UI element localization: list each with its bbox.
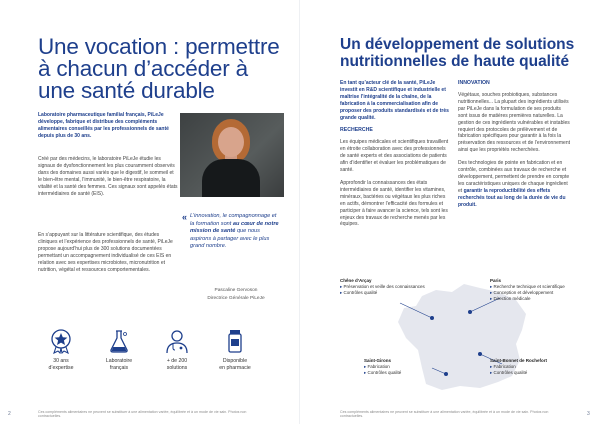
signature-name: Pascaline Gervoson — [214, 288, 258, 293]
innovation-paragraph-1: Végétaux, souches probiotiques, substances nutritionnelles... La plupart des ingrédients utilisés par PiLeJe dans la formulation de ses produits sont issus de matières premières naturelles. La gestion de ces ingrédients vulnérables et instables requiert des protocoles de prélèvement et de fabrication spécifiques pour garantir à la fois la préservation des ressources et de l’environnement ainsi que les propriétés recherchées. — [458, 92, 571, 154]
column-research — [340, 80, 452, 228]
director-portrait-photo — [180, 113, 284, 197]
stat-solutions: + de 200 solutions — [154, 328, 200, 371]
site-saint-girons: Saint-Girons ▸ Fabrication ▸ Contrôles qualité — [364, 358, 402, 375]
body-paragraph-2: En s’appuyant sur la littérature scientifique, des études cliniques et l’expérience des professionnels de santé, PiLeJe propose aujourd’hui plus de 300 solutions documentées permettant un accompagnement individualisé de ces EIS en relation avec ses expertises microbiotes, micronutrition et nutrition, végétal et ressources comportementales. — [38, 232, 173, 273]
column-innovation — [458, 80, 570, 209]
medal-star-icon — [48, 328, 74, 354]
page-title: Une vocation : permettre à chacun d’accéder à une santé durable — [38, 34, 280, 103]
stat-expertise: 30 ans d’expertise — [38, 328, 84, 371]
pill-bottle-icon — [222, 328, 248, 354]
footnote: Ces compléments alimentaires ne peuvent se substituer à une alimentation variée, équilibrée et à un mode de vie sain. Photos non contractuelles. — [38, 410, 247, 419]
research-intro: En tant qu’acteur clé de la santé, PiLeJe investit en R&D scientifique et industrielle et maîtrise l’intégralité de la chaîne, de la fabrication à la commercialisation afin de proposer des produits standardisés et de très grande qualité. — [340, 80, 449, 121]
page-number: 2 — [8, 411, 11, 417]
site-saint-bonnet: Saint-Bonnet de Rochefort ▸ Fabrication ▸ Contrôles qualité — [490, 358, 547, 375]
france-sites-map — [340, 278, 576, 398]
site-paris: Paris ▸ Recherche technique et scientifique ▸ Conception et développement ▸ Direction médicale — [490, 278, 565, 301]
research-paragraph-2: Approfondir la connaissances des états intermédiaires de santé, identifier les vitamines, minéraux, bactéries ou végétaux les plus riches en actifs, démontrer l’efficacité des formules et participer à faire avancer la science, tels sont les enjeux des travaux de recherche menés par les équipes. — [340, 179, 448, 228]
right-page — [300, 0, 600, 424]
footnote: Ces compléments alimentaires ne peuvent se substituer à une alimentation variée, équilibrée et à un mode de vie sain. Photos non contractuelles. — [340, 410, 549, 419]
body-paragraph-1: Créé par des médecins, le laboratoire PiLeJe étudie les signaux de dysfonctionnement les plus couramment observés dans des domaines aussi variés que le digestif, le sommeil et le bien-être mental, l’immunité, le bien-être respiratoire, la vitalité et la santé des femmes. Ces signaux sont appelés états intermédiaires de santé (EIS). — [38, 156, 178, 197]
section-title: Un développement de solutions nutritionnelles de haute qualité — [340, 36, 575, 70]
stat-laboratory: Laboratoire français — [96, 328, 142, 371]
key-figures — [38, 328, 268, 388]
director-quote: L’innovation, le compagnonnage et la formation sont au cœur de notre mission de santé que nous aspirons à partager avec le plus grand nombre. — [190, 213, 279, 250]
stat-pharmacy: Disponible en pharmacie — [212, 328, 258, 371]
quote-mark-icon: « — [182, 212, 188, 222]
research-paragraph-1: Les équipes médicales et scientifiques travaillent en étroite collaboration avec des professionnels de santé experts et des associations de patients afin d’identifier et évaluer les problématiques de santé. — [340, 139, 449, 174]
doctor-icon — [164, 328, 190, 354]
innovation-paragraph-2: Des technologies de pointe en fabrication et en contrôle, combinées aux travaux de recherche et développement, permettent de prendre en compte les caractéristiques uniques de chaque ingrédient et garantir la reproductibilité des effets recherchés tout au long de la durée de vie du produit. — [458, 160, 570, 208]
flask-icon — [106, 328, 132, 354]
site-chene-arcay: Chêne d’Arçay ▸ Préservation et veille des connaissances ▸ Contrôles qualité — [340, 278, 425, 295]
innovation-heading: INNOVATION — [458, 80, 490, 86]
page-number: 3 — [587, 411, 590, 417]
signature-role: Directrice Générale PiLeJe — [207, 296, 265, 301]
research-heading: RECHERCHE — [340, 127, 373, 134]
intro-paragraph: Laboratoire pharmaceutique familial français, PiLeJe développe, fabrique et distribue des compléments alimentaires conseillés par les professionnels de santé depuis plus de 30 ans. — [38, 112, 169, 139]
